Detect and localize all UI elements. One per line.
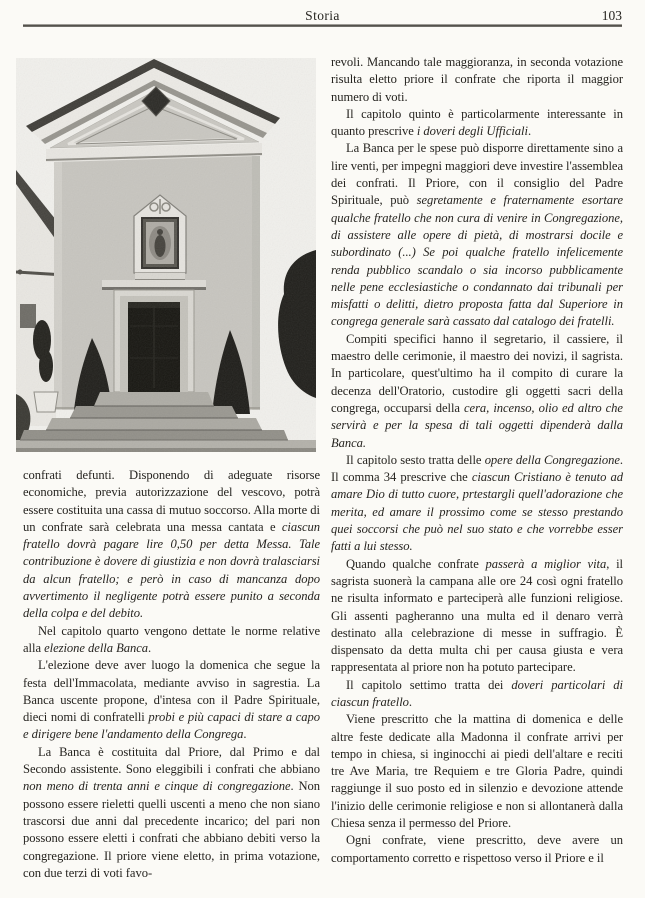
paragraph — [23, 657, 320, 743]
text-segment: Il capitolo sesto tratta delle — [346, 452, 485, 467]
text-segment: . — [527, 124, 532, 139]
text-segment: . — [148, 640, 152, 655]
text-segment: Ogni confrate, viene prescritto, deve avere un comportamento corretto e rispettoso verso il Priore e il — [331, 833, 623, 865]
paragraph — [331, 556, 623, 677]
text-segment: La Banca è costituita dal Priore, dal Primo e dal Secondo assistente. Sono eleggibili i confrati che abbiano — [23, 744, 320, 777]
italic-text-segment: opere della Congregazione — [484, 452, 620, 467]
page-header — [23, 8, 622, 23]
text-segment: . Il comma 34 prescrive che — [331, 452, 623, 485]
italic-text-segment: non meno di trenta anni e cinque di congregazione — [23, 779, 291, 794]
paragraph — [331, 331, 623, 452]
text-segment: Compiti specifici hanno il segretario, il cassiere, il maestro delle cerimonie, il maestro dei novizi, il sagrista. In particolare, quest'ultimo ha il compito di curare la decenza dell'Oratorio, custodire gli oggetti sacri della congrega, occuparsi della — [331, 331, 623, 415]
paragraph — [23, 623, 320, 658]
text-segment: confrati defunti. Disponendo di adeguate risorse economiche, previa autorizzazione del vescovo, potrà essere costituita una cassa di mutuo soccorso. Alla morte di un confrate sarà celebrata una messa cantata e — [23, 468, 320, 534]
italic-text-segment: cera, incenso, olio ed altro che servirà e per la spesa di tali oggetti dipenderà dalla Banca. — [331, 400, 623, 450]
paragraph — [23, 467, 320, 623]
paragraph — [331, 677, 623, 712]
italic-text-segment: doveri particolari di ciascun fratello — [331, 677, 623, 709]
text-segment: , il sagrista suonerà la campana alle ore 24 così ogni fratello ne risulta informato e parteciperà alle funzioni religiose. Gli assenti pagheranno una multa ed il denaro verrà destinato alla celebrazione di messe in suffragio. È dispensato da detta multa chi per causa giusta e vera rappresentata al priore non ha potuto partecipare. — [331, 556, 623, 675]
paragraph — [331, 832, 623, 867]
italic-text-segment: segretamente e fraternamente esortare qualche fratello che non cura di venire in Congregazione, di assistere alle opere di pietà, di mostrarsi docile e subordinato (...) Se poi qualche fratello infelicemente renda pubblico scandalo o sia incorso pubblicamente nelle pene ecclesiastiche o condannato dai tribunali per misfatti o delitti, dietro proposta fatta dal Superiore in congrega generale sarà cassato dal catalogo dei fratelli. — [331, 193, 623, 329]
paragraph — [331, 54, 623, 106]
paragraph — [331, 140, 623, 330]
paragraph — [331, 106, 623, 141]
text-segment: L'elezione deve aver luogo la domenica che segue la festa dell'Immacolata, mediante avviso in sagrestia. La Banca uscente propone, d'intesa con il Padre Spirituale, dieci nomi di confratelli — [23, 658, 320, 725]
text-segment: . — [243, 727, 247, 742]
italic-text-segment: probi e più capaci di stare a capo e dirigere bene l'andamento della Congrega — [23, 710, 320, 742]
left-column-text — [23, 467, 320, 882]
text-segment: Viene prescritto che la mattina di domenica e delle altre feste dedicate alla Madonna il confrate arrivi per tempo in chiesa, si inginocchi ai piedi dell'altare e reciti tre Ave Maria, tre Requiem e tre Gloria Padre, quindi raggiunge il suo posto ed in silenzio e devozione attende l'inizio delle cerimonie religiose e non si allontanerà dalla Chiesa senza il permesso del Priore. — [331, 712, 623, 831]
italic-text-segment: elezione della Banca — [44, 640, 148, 655]
right-column-text — [331, 54, 623, 867]
italic-text-segment: passerà a miglior vita — [485, 556, 607, 571]
text-segment: Quando qualche confrate — [346, 556, 486, 571]
page-number: 103 — [601, 8, 622, 23]
two-column-layout — [23, 27, 622, 882]
text-segment: La Banca per le spese può disporre direttamente sino a lire venti, per impegni maggiori deve investire l'assemblea dei confrati. Il Priore, con il consiglio del Padre Spirituale, può — [331, 141, 623, 208]
paragraph — [23, 744, 320, 882]
italic-text-segment: ciascun Cristiano è tenuto ad amare Dio di tutto cuore, prtestargli quell'adorazione che merita, ed amare il prossimo come se stesso prestando quei soccorsi che può nel suo stato e che vorrebbe esser fatti a lui stesso. — [331, 470, 623, 554]
text-segment: Nel capitolo quarto vengono dettate le norme relative alla — [23, 623, 320, 655]
paragraph — [331, 452, 623, 556]
left-column — [23, 27, 320, 882]
text-segment: Il capitolo quinto è particolarmente interessante in quanto prescrive — [331, 106, 623, 139]
text-segment: . Non possono essere rieletti quelli uscenti a meno che non siano trascorsi due anni dal precedente incarico; del pari non possono essere eletti i confrati che abbiano debiti verso la congregazione. Il priore viene eletto, in prima votazione, con due terzi di voti favo- — [23, 779, 320, 880]
church-facade-photo — [16, 58, 316, 452]
text-segment: . — [408, 694, 413, 709]
text-segment: Il capitolo settimo tratta dei — [346, 677, 512, 692]
photo-grain-overlay — [16, 58, 316, 452]
italic-text-segment: ciascun fratello dovrà pagare lire 0,50 per detta Messa. Tale contribuzione è dovere di giustizia e non dovrà tralasciarsi da alcun fratello; e però in caso di mancanza dopo avvertimento il negligente potrà essere punito a seconda della colpa e del debito. — [23, 519, 320, 621]
paragraph — [331, 711, 623, 832]
text-segment: revoli. Mancando tale maggioranza, in seconda votazione risulta eletto priore il confrate che riporta il maggior numero di voti. — [331, 55, 623, 104]
right-column — [331, 27, 623, 867]
italic-text-segment: i doveri degli Ufficiali — [416, 124, 528, 139]
running-head: Storia — [305, 8, 340, 23]
